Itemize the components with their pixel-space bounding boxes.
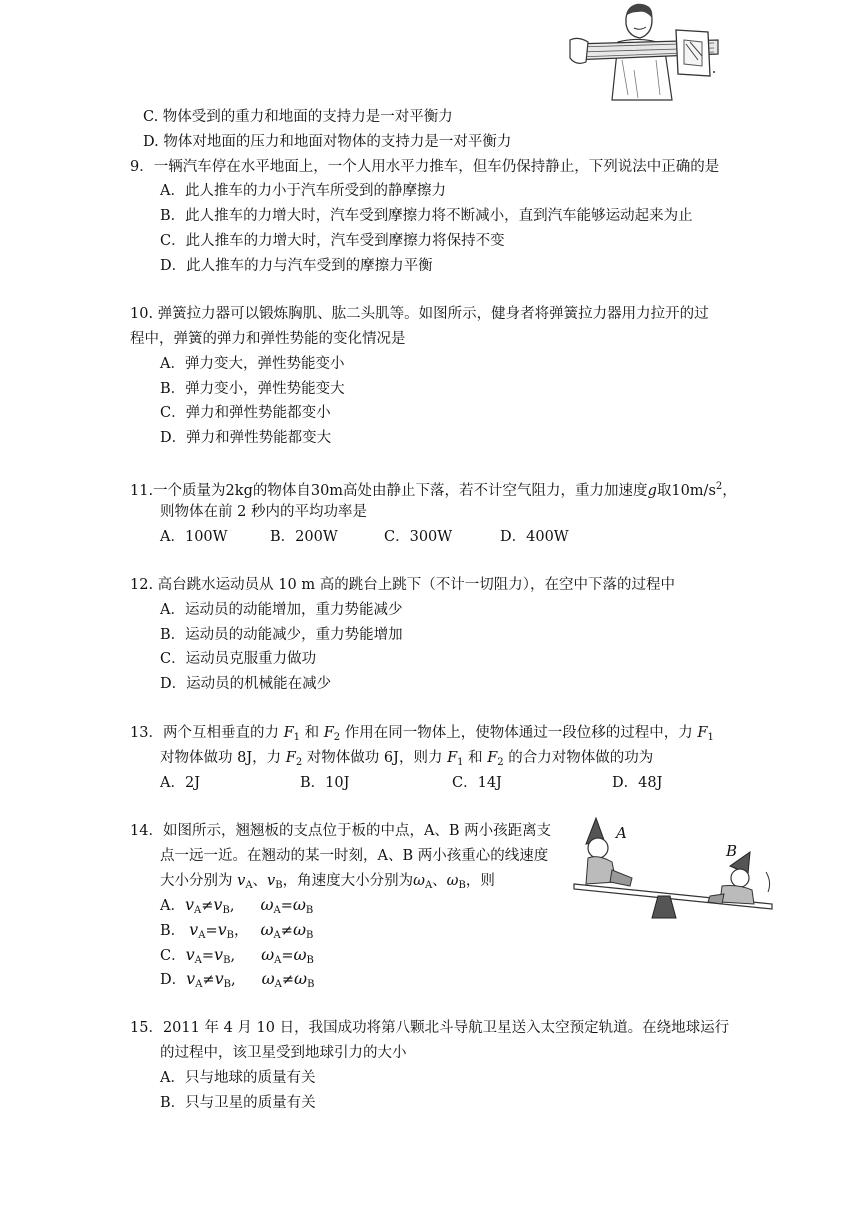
- q10-option-a: A．弹力变大，弹性势能变小: [160, 356, 345, 372]
- q13-option-d: D．48J: [612, 775, 663, 791]
- q13-stem-line1: [130, 724, 714, 747]
- q11-stem-text-c: ，: [722, 483, 737, 499]
- q13-text: 作用在同一物体上，使物体通过一段位移的过程中，力: [340, 725, 698, 741]
- q13-sub: 1: [707, 732, 714, 743]
- q11-option-c: C．300W: [384, 529, 453, 545]
- q11-option-b: B．200W: [270, 529, 338, 545]
- q14-v-symbol: v: [213, 895, 223, 914]
- q14-relation: ≠: [201, 898, 214, 914]
- q12-option-c: C．运动员克服重力做功: [160, 651, 317, 667]
- q14-comma: ,: [229, 898, 235, 914]
- q14-omega-symbol: ω: [261, 945, 275, 964]
- q14-text: ，则: [465, 873, 495, 889]
- q14-comma: ,: [230, 972, 236, 988]
- spring-expander-figure: [568, 0, 728, 110]
- q14-sub: B: [223, 955, 231, 966]
- q13-text: 对物体做功 8J，力: [160, 750, 286, 766]
- q13-sub: 2: [295, 757, 303, 768]
- q13-text: 对物体做功 6J，则力: [302, 750, 448, 766]
- seesaw-figure: [572, 812, 782, 924]
- q14-sub: A: [194, 905, 202, 916]
- q13-option-b: B．10J: [300, 775, 350, 791]
- q14-v-symbol: v: [267, 873, 276, 889]
- q14-option-a: [160, 896, 313, 920]
- q13-sub: 1: [293, 732, 300, 743]
- q13-sub: 2: [333, 732, 341, 743]
- q11-g-symbol: g: [647, 483, 657, 499]
- q11-option-a: A．100W: [160, 529, 228, 545]
- q14-omega-symbol: ω: [413, 873, 425, 889]
- q14-sub: B: [223, 979, 231, 990]
- q14-v-symbol: v: [184, 895, 195, 914]
- q9-stem: 9．一辆汽车停在水平地面上，一个人用水平力推车，但车仍保持静止，下列说法中正确的是: [130, 159, 720, 175]
- q14-comma: ,: [230, 948, 236, 964]
- q14-sub: A: [273, 905, 281, 916]
- q14-relation: ≠: [280, 923, 293, 939]
- q14-sub: B: [275, 880, 283, 891]
- q10-option-b: B．弹力变小，弹性势能变大: [160, 381, 345, 397]
- q14-stem-line3: [160, 872, 495, 895]
- q14-sub: A: [274, 955, 282, 966]
- q13-text: 13．两个互相垂直的力: [130, 725, 284, 741]
- q14-sub: A: [424, 880, 433, 891]
- q14-sub: B: [226, 930, 234, 941]
- q14-sub: A: [273, 930, 281, 941]
- q14-v-symbol: v: [237, 873, 246, 889]
- q14-sub: B: [305, 905, 314, 916]
- q14-text: 、: [432, 873, 447, 889]
- q13-text: 和: [463, 750, 488, 766]
- q11-stem-text-a: 11.一个质量为2kg的物体自30m高处由静止下落，若不计空气阻力，重力加速度: [130, 483, 648, 499]
- q15-option-b: B．只与卫星的质量有关: [160, 1095, 316, 1111]
- q14-text: 大小分别为: [160, 873, 238, 889]
- q13-f-symbol: F: [447, 750, 458, 766]
- q12-option-d: D．运动员的机械能在减少: [160, 676, 332, 692]
- q10-option-d: D．弹力和弹性势能都变大: [160, 430, 332, 446]
- q9-option-d: D．此人推车的力与汽车受到的摩擦力平衡: [160, 258, 433, 274]
- q14-relation: ≠: [281, 972, 295, 988]
- q14-option-label: B．: [160, 923, 186, 939]
- q14-v-symbol: v: [217, 920, 227, 939]
- q12-option-a: A．运动员的动能增加，重力势能减少: [160, 602, 403, 618]
- q14-sub: B: [307, 979, 315, 990]
- q11-stem-text-b: 取10m/s: [656, 483, 716, 499]
- q13-option-c: C．14J: [452, 775, 502, 791]
- q14-option-b: [160, 921, 313, 945]
- q14-stem-line2: 点一远一近。在翘动的某一时刻，A、B 两小孩重心的线速度: [160, 848, 549, 864]
- q14-v-symbol: v: [185, 945, 195, 964]
- q14-option-label: C．: [160, 948, 186, 964]
- q14-sub: A: [194, 955, 202, 966]
- q13-f-symbol: F: [283, 725, 294, 741]
- q14-sub: A: [195, 979, 203, 990]
- q14-text: 、: [252, 873, 268, 889]
- q15-option-a: A．只与地球的质量有关: [160, 1070, 316, 1086]
- q14-relation: =: [280, 898, 293, 914]
- q11-stem-line2: 则物体在前 2 秒内的平均功率是: [160, 504, 367, 520]
- q10-stem-line2: 程中，弹簧的弹力和弹性势能的变化情况是: [130, 331, 406, 347]
- q14-text: ，角速度大小分别为: [282, 873, 414, 889]
- q15-stem-line1: 15．2011 年 4 月 10 日，我国成功将第八颗北斗导航卫星送入太空预定轨道。在绕地球运行: [130, 1020, 730, 1036]
- q13-sub: 2: [497, 757, 504, 768]
- q14-stem-line1: 14．如图所示，翘翘板的支点位于板的中点，A、B 两小孩距离支: [130, 823, 552, 839]
- q14-omega-symbol: ω: [446, 873, 459, 889]
- q12-stem: 12. 高台跳水运动员从 10 m 高的跳台上跳下（不计一切阻力），在空中下落的过程中: [130, 577, 675, 593]
- q14-v-symbol: v: [214, 945, 224, 964]
- q14-option-label: D．: [160, 972, 187, 988]
- q14-omega-symbol: ω: [292, 895, 306, 914]
- q13-text: 和: [300, 725, 324, 741]
- q14-relation: ≠: [202, 972, 215, 988]
- q15-stem-line2: 的过程中，该卫星受到地球引力的大小: [160, 1045, 407, 1061]
- q13-text: 的合力对物体做的功为: [503, 750, 654, 766]
- q14-omega-symbol: ω: [261, 969, 275, 988]
- q13-f-symbol: F: [697, 725, 708, 741]
- figure-label-b: B: [726, 842, 738, 860]
- q9-option-a: A．此人推车的力小于汽车所受到的静摩擦力: [160, 183, 446, 199]
- q11-superscript: 2: [715, 481, 723, 492]
- q14-relation: =: [205, 923, 218, 939]
- q14-sub: A: [274, 979, 282, 990]
- figure-label-a: A: [616, 824, 627, 842]
- q14-omega-symbol: ω: [260, 895, 274, 914]
- q14-comma: ，: [234, 923, 249, 939]
- q14-omega-symbol: ω: [294, 969, 308, 988]
- q12-option-b: B．运动员的动能减少，重力势能增加: [160, 627, 403, 643]
- q14-v-symbol: v: [186, 969, 196, 988]
- q13-f-symbol: F: [285, 750, 296, 766]
- q13-f-symbol: F: [487, 750, 498, 766]
- q13-f-symbol: F: [323, 725, 334, 741]
- q11-option-d: D．400W: [500, 529, 569, 545]
- q10-option-c: C．弹力和弹性势能都变小: [160, 405, 331, 421]
- q14-sub: A: [198, 930, 206, 941]
- q8-option-d: D. 物体对地面的压力和地面对物体的支持力是一对平衡力: [143, 134, 512, 150]
- q14-omega-symbol: ω: [260, 920, 274, 939]
- q13-option-a: A．2J: [160, 775, 201, 791]
- q14-v-symbol: v: [214, 969, 224, 988]
- q14-v-symbol: v: [189, 920, 199, 939]
- q14-relation: =: [281, 948, 294, 964]
- q14-option-c: [160, 946, 314, 970]
- q14-sub: B: [305, 930, 314, 941]
- q14-sub: B: [306, 955, 314, 966]
- q14-sub: B: [222, 905, 230, 916]
- q13-stem-line2: [160, 749, 653, 772]
- q14-omega-symbol: ω: [292, 920, 306, 939]
- q13-sub: 1: [457, 757, 464, 768]
- q14-omega-symbol: ω: [293, 945, 307, 964]
- q14-relation: =: [201, 948, 215, 964]
- q8-option-c: C. 物体受到的重力和地面的支持力是一对平衡力: [143, 109, 453, 125]
- q10-stem-line1: 10. 弹簧拉力器可以锻炼胸肌、肱二头肌等。如图所示，健身者将弹簧拉力器用力拉开的过: [130, 306, 709, 322]
- q14-sub: A: [245, 880, 253, 891]
- q9-option-b: B．此人推车的力增大时，汽车受到摩擦力将不断减小，直到汽车能够运动起来为止: [160, 208, 693, 224]
- q14-sub: B: [458, 880, 466, 891]
- q9-option-c: C．此人推车的力增大时，汽车受到摩擦力将保持不变: [160, 233, 505, 249]
- q11-stem-line1: [130, 478, 737, 500]
- q14-option-d: [160, 970, 314, 994]
- q14-option-label: A．: [160, 898, 185, 914]
